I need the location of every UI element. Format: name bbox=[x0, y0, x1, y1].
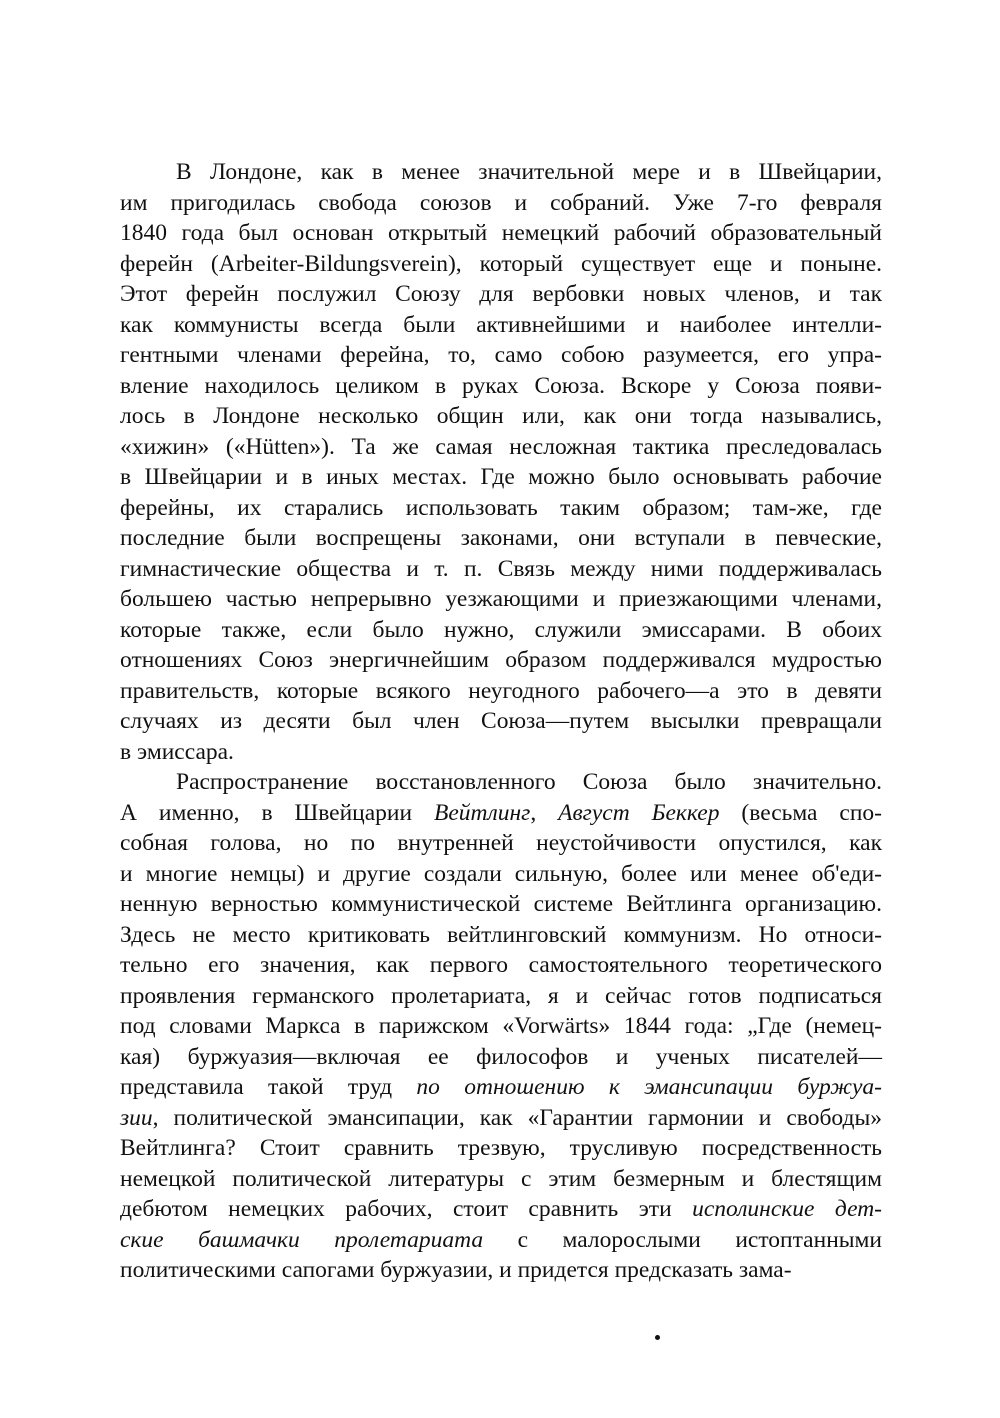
text-line bbox=[120, 950, 882, 981]
paragraph-1 bbox=[120, 157, 882, 767]
text-line bbox=[120, 584, 882, 615]
text-run: и многие немцы) и другие создали сильную, более или менее об'еди- bbox=[120, 860, 882, 887]
text-run: В Лондоне, как в менее значительной мере и в Швейцарии, bbox=[176, 159, 882, 185]
text-line bbox=[120, 645, 882, 676]
text-line bbox=[120, 920, 882, 951]
italic-text: зии bbox=[120, 1104, 153, 1131]
text-run: вление находилось целиком в руках Союза. Вскоре у Союза появи- bbox=[120, 372, 882, 399]
text-run: (весьма спо- bbox=[719, 799, 882, 826]
text-line bbox=[120, 493, 882, 524]
text-run: А именно, в Швейцарии bbox=[120, 799, 434, 826]
text-run: Этот ферейн послужил Союзу для вербовки новых членов, и так bbox=[120, 281, 882, 307]
text-line bbox=[120, 1133, 882, 1164]
text-line bbox=[120, 859, 882, 890]
text-line bbox=[120, 157, 882, 188]
text-line bbox=[120, 1164, 882, 1195]
text-line bbox=[120, 249, 882, 280]
text-run: большею частью непрерывно уезжающими и приезжающими членами, bbox=[120, 586, 882, 612]
text-line bbox=[120, 279, 882, 310]
text-line bbox=[120, 1072, 882, 1103]
text-run: гентными членами ферейна, то, само собою разумеется, его упра- bbox=[120, 342, 882, 368]
text-run: ненную верностью коммунистической системе Вейтлинга организацию. bbox=[120, 891, 882, 917]
text-line bbox=[120, 706, 882, 737]
text-line bbox=[120, 188, 882, 219]
text-line bbox=[120, 1194, 882, 1225]
text-line bbox=[120, 981, 882, 1012]
text-run: последние были воспрещены законами, они вступали в певческие, bbox=[120, 525, 882, 551]
text-run: политическими сапогами буржуазии, и придется предсказать зама- bbox=[120, 1257, 792, 1283]
text-line bbox=[120, 828, 882, 859]
text-run: Распространение восстановленного Союза было значительно. bbox=[176, 769, 882, 795]
text-line bbox=[120, 1103, 882, 1134]
text-run: под словами Маркса в парижском «Vorwärts» 1844 года: „Где (немец- bbox=[120, 1013, 882, 1039]
text-run: которые также, если было нужно, служили эмиссарами. В обоих bbox=[120, 616, 882, 643]
text-line bbox=[120, 676, 882, 707]
text-line bbox=[120, 371, 882, 402]
text-run: ферейн (Arbeiter-Bildungsverein), который существует еще и поныне. bbox=[120, 250, 882, 277]
text-run: ферейны, их старались использовать таким образом; там-же, где bbox=[120, 494, 882, 521]
text-line bbox=[120, 340, 882, 371]
text-line bbox=[120, 218, 882, 249]
italic-text: ские башмачки пролетариата bbox=[120, 1226, 484, 1253]
text-run: 1840 года был основан открытый немецкий рабочий образовательный bbox=[120, 220, 882, 246]
text-line bbox=[120, 889, 882, 920]
italic-text: исполинские дет- bbox=[692, 1196, 882, 1222]
text-run: как коммунисты всегда были активнейшими и наиболее интелли- bbox=[120, 311, 882, 338]
text-run: лось в Лондоне несколько общин или, как они тогда назывались, bbox=[120, 403, 882, 429]
text-line bbox=[120, 798, 882, 829]
text-run: в эмиссара. bbox=[120, 738, 234, 765]
text-run: представила такой труд bbox=[120, 1074, 417, 1100]
text-run: тельно его значения, как первого самостоятельного теоретического bbox=[120, 952, 882, 978]
text-line bbox=[120, 554, 882, 585]
text-line bbox=[120, 432, 882, 463]
text-run: Вейтлинга? Стоит сравнить трезвую, трусливую посредственность bbox=[120, 1135, 882, 1161]
text-run: , политической эмансипации, как «Гарантии гармонии и свободы» bbox=[152, 1104, 882, 1131]
text-line bbox=[120, 767, 882, 798]
text-line bbox=[120, 1225, 882, 1256]
text-line bbox=[120, 615, 882, 646]
text-run: гимнастические общества и т. п. Связь между ними поддерживалась bbox=[120, 555, 882, 582]
text-run: дебютом немецких рабочих, стоит сравнить эти bbox=[120, 1196, 693, 1222]
text-line bbox=[120, 310, 882, 341]
text-run: собная голова, но по внутренней неустойчивости опустился, как bbox=[120, 830, 882, 856]
italic-text: Август Беккер bbox=[558, 799, 720, 826]
document-page bbox=[120, 157, 882, 1286]
print-speck bbox=[655, 1335, 660, 1340]
text-line bbox=[120, 737, 882, 768]
paragraph-2 bbox=[120, 767, 882, 1286]
text-run: «хижин» («Hütten»). Та же самая несложная тактика преследовалась bbox=[120, 433, 882, 460]
text-run: кая) буржуазия—включая ее философов и ученых писателей— bbox=[120, 1043, 882, 1070]
text-run: немецкой политической литературы с этим безмерным и блестящим bbox=[120, 1165, 882, 1192]
text-run: правительств, которые всякого неугодного рабочего—а это в девяти bbox=[120, 677, 882, 704]
text-run: им пригодилась свобода союзов и собраний. Уже 7-го февраля bbox=[120, 189, 882, 216]
text-line bbox=[120, 462, 882, 493]
text-run: с малорослыми истоптанными bbox=[483, 1226, 883, 1253]
italic-text: по отношению к эмансипации буржуа- bbox=[416, 1074, 882, 1100]
text-run: отношениях Союз энергичнейшим образом поддерживался мудростью bbox=[120, 647, 882, 673]
text-run: в Швейцарии и в иных местах. Где можно было основывать рабочие bbox=[120, 464, 882, 490]
italic-text: Вейтлинг bbox=[433, 799, 531, 826]
text-run: , bbox=[530, 799, 559, 826]
text-run: случаях из десяти был член Союза—путем высылки превращали bbox=[120, 708, 882, 734]
text-line bbox=[120, 401, 882, 432]
text-line bbox=[120, 1255, 882, 1286]
text-line bbox=[120, 1042, 882, 1073]
text-run: Здесь не место критиковать вейтлинговский коммунизм. Но относи- bbox=[120, 921, 882, 948]
text-line bbox=[120, 1011, 882, 1042]
text-line bbox=[120, 523, 882, 554]
text-run: проявления германского пролетариата, я и сейчас готов подписаться bbox=[120, 982, 882, 1009]
